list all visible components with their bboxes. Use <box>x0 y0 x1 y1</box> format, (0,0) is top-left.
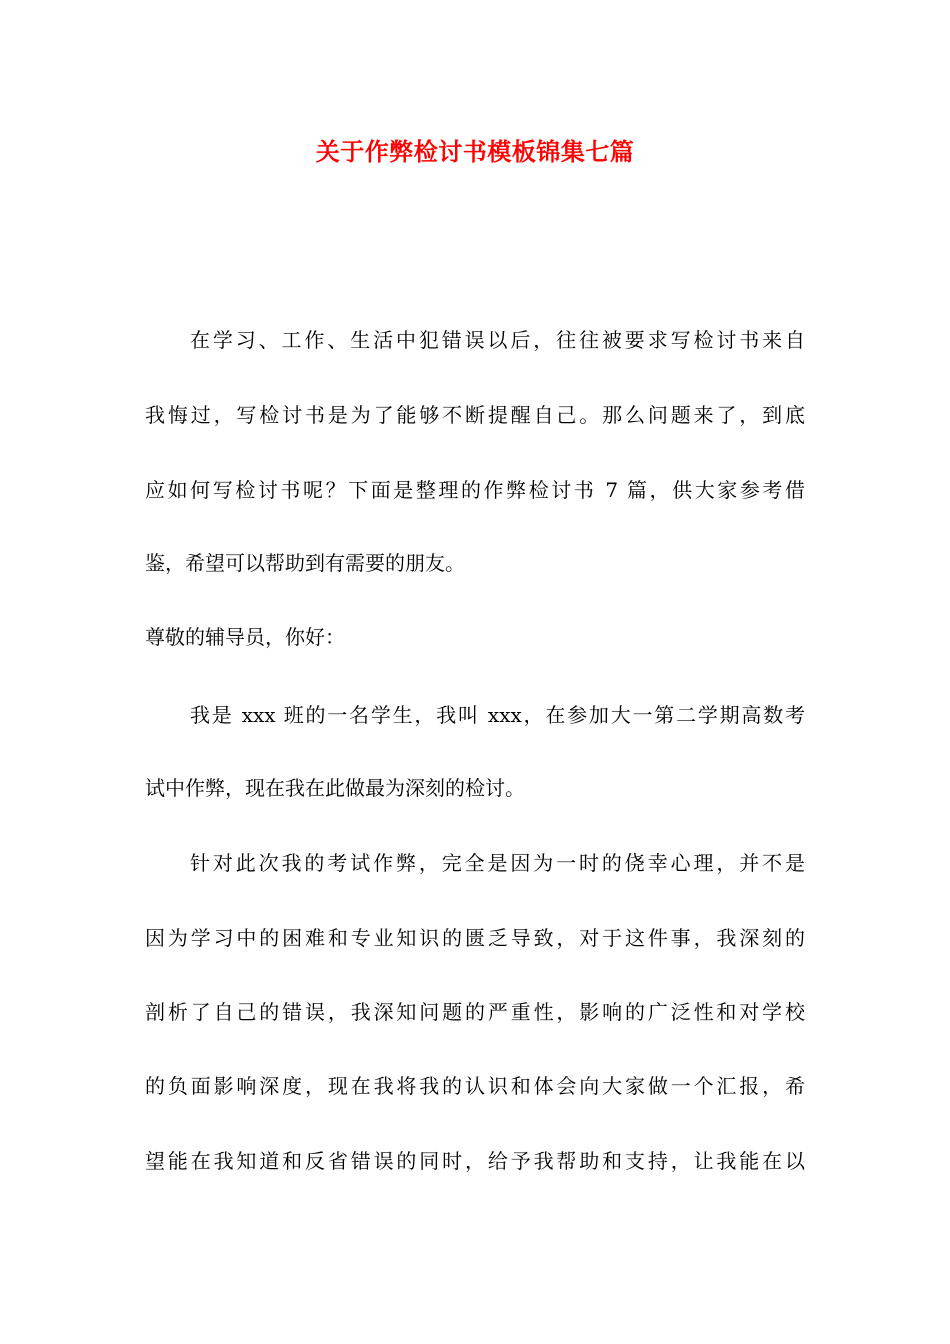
paragraph-line: 鉴，希望可以帮助到有需要的朋友。 <box>145 551 465 575</box>
paragraph-line: 我是 xxx 班的一名学生，我叫 xxx，在参加大一第二学期高数考 <box>190 703 805 727</box>
document-title: 关于作弊检讨书模板锦集七篇 <box>315 137 635 166</box>
paragraph-line: 剖析了自己的错误，我深知问题的严重性，影响的广泛性和对学校 <box>145 1000 805 1024</box>
paragraph-line: 我悔过，写检讨书是为了能够不断提醒自己。那么问题来了，到底 <box>145 403 805 427</box>
paragraph-line: 针对此次我的考试作弊，完全是因为一时的侥幸心理，并不是 <box>190 851 805 875</box>
paragraph-line: 试中作弊，现在我在此做最为深刻的检讨。 <box>145 776 525 800</box>
salutation-line: 尊敬的辅导员，你好： <box>145 625 345 649</box>
paragraph-line: 的负面影响深度，现在我将我的认识和体会向大家做一个汇报，希 <box>145 1074 805 1098</box>
paragraph-line: 因为学习中的困难和专业知识的匮乏导致，对于这件事，我深刻的 <box>145 926 805 950</box>
paragraph-line: 在学习、工作、生活中犯错误以后，往往被要求写检讨书来自 <box>190 328 805 352</box>
paragraph-line: 应如何写检讨书呢？下面是整理的作弊检讨书 7 篇，供大家参考借 <box>145 478 805 502</box>
paragraph-line: 望能在我知道和反省错误的同时，给予我帮助和支持，让我能在以 <box>145 1149 805 1173</box>
